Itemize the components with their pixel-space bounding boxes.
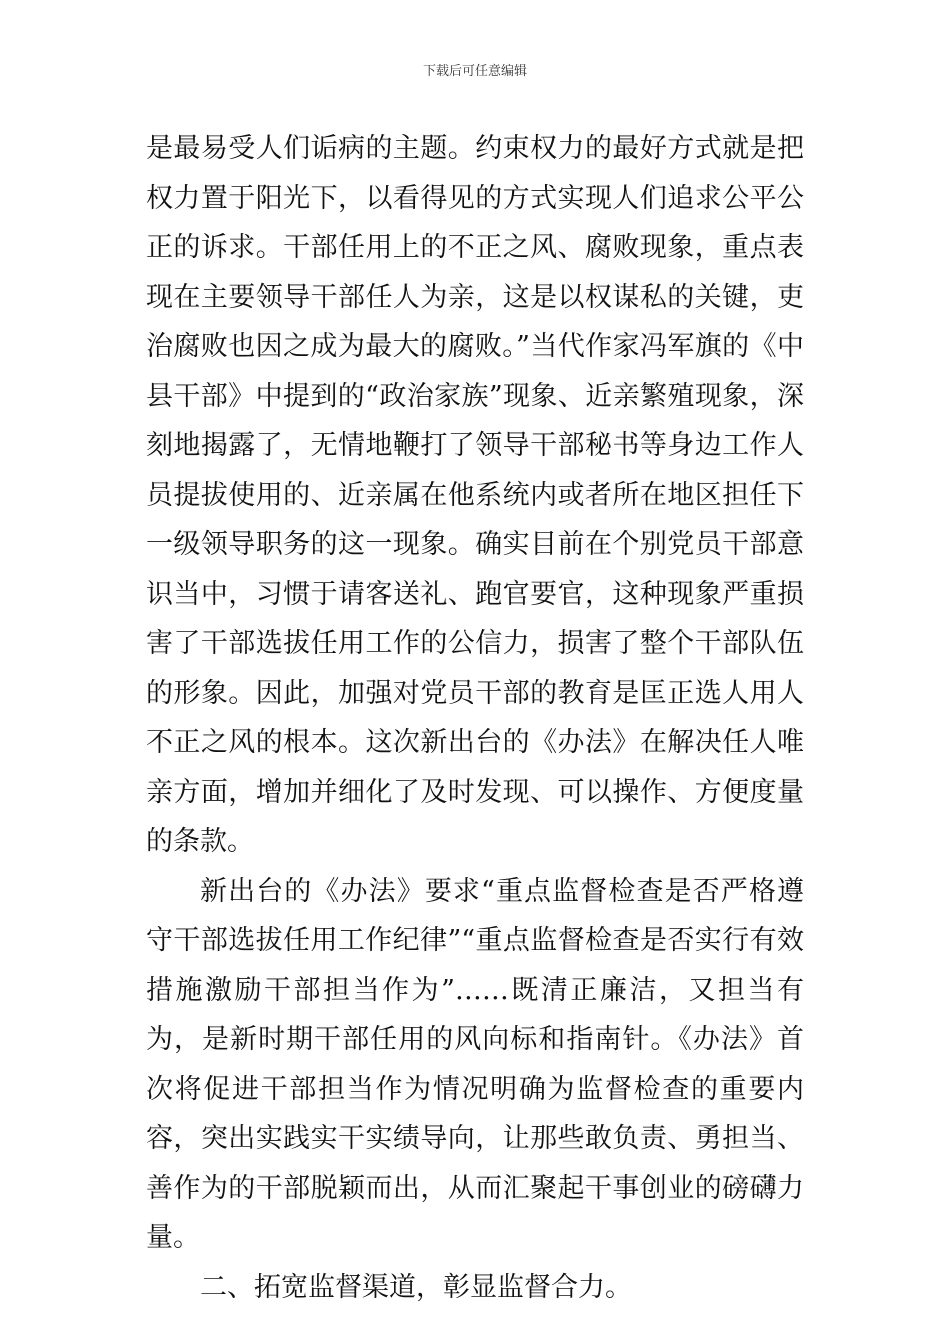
section-heading: 二、拓宽监督渠道，彰显监督合力。 [200,1271,632,1303]
page-header-note: 下载后可任意编辑 [422,64,527,79]
paragraph-1: 是最易受人们诟病的主题。约束权力的最好方式就是把权力置于阳光下，以看得见的方式实现人们追求公平公正的诉求。干部任用上的不正之风、腐败现象，重点表现在主要领导干部任人为亲，这是以权谋私的关键，吏治腐败也因之成为最大的腐败。”当代作家冯军旗的《中县干部》中提到的“政治家族”现象、近亲繁殖现象，深刻地揭露了，无情地鞭打了领导干部秘书等身边工作人员提拔使用的、近亲属在他系统内或者所在地区担任下一级领导职务的这一现象。确实目前在个别党员干部意识当中，习惯于请客送礼、跑官要官，这种现象严重损害了干部选拔任用工作的公信力，损害了整个干部队伍的形象。因此，加强对党员干部的教育是匡正选人用人不正之风的根本。这次新出台的《办法》在解决任人唯亲方面，增加并细化了及时发现、可以操作、方便度量的条款。 [146,133,804,857]
paragraph-2: 新出台的《办法》要求“重点监督检查是否严格遵守干部选拔任用工作纪律”“重点监督检查是否实行有效措施激励干部担当作为”……既清正廉洁，又担当有为，是新时期干部任用的风向标和指南针。《办法》首次将促进干部担当作为情况明确为监督检查的重要内容，突出实践实干实绩导向，让那些敢负责、勇担当、善作为的干部脱颖而出，从而汇聚起干事创业的磅礴力量。 [146,875,804,1253]
document-body [146,124,804,1312]
